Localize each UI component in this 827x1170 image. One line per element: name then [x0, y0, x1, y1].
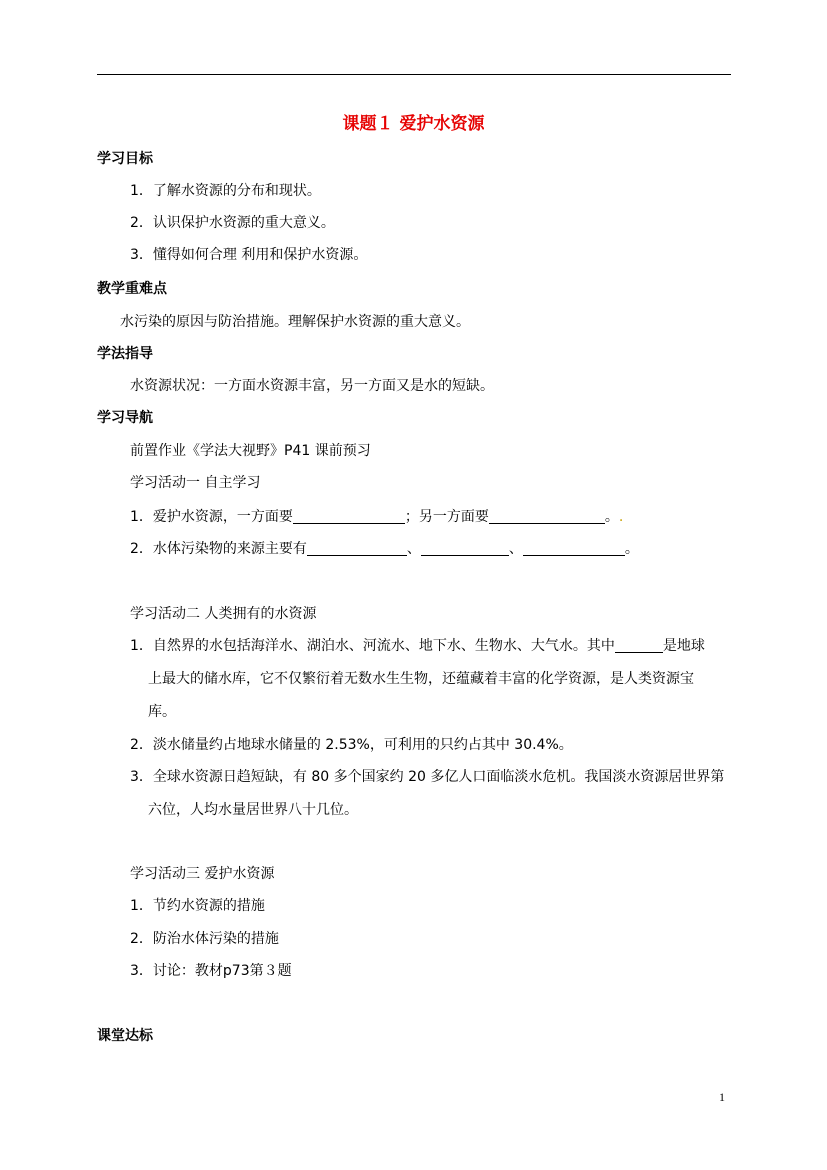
difficulty-text: 水污染的原因与防治措施。理解保护水资源的重大意义。	[120, 314, 470, 330]
objective-item: 3．懂得如何合理 利用和保护水资源。	[130, 247, 368, 263]
answer-blank[interactable]	[421, 541, 509, 556]
answer-blank[interactable]	[615, 638, 663, 653]
q1-dot: .	[618, 509, 624, 525]
activity2-paragraph-3: 3．全球水资源日趋短缺，有 80 多个国家约 20 多亿人口面临淡水危机。我国淡水资源居世界第	[130, 769, 725, 785]
answer-blank[interactable]	[523, 541, 625, 556]
answer-blank[interactable]	[307, 541, 407, 556]
activity2-paragraph-3-line2: 六位，人均水量居世界八十几位。	[148, 802, 358, 818]
activity2-paragraph-1	[130, 636, 705, 656]
objective-item: 1．了解水资源的分布和现状。	[130, 183, 321, 199]
activity1-title: 学习活动一 自主学习	[130, 475, 261, 491]
objective-item: 2．认识保护水资源的重大意义。	[130, 215, 335, 231]
activity3-item: 3．讨论：教材p73第３题	[130, 963, 292, 979]
guide-heading: 学习导航	[97, 410, 153, 426]
q1-text-a: 1．爱护水资源，一方面要	[130, 509, 293, 525]
activity2-paragraph-1-line3: 库。	[148, 704, 176, 720]
page-title: 课题１ 爱护水资源	[342, 114, 485, 134]
activity1-question-2	[130, 539, 639, 559]
answer-blank[interactable]	[489, 509, 605, 524]
difficulty-heading: 教学重难点	[97, 281, 167, 297]
q1-text-b: ；另一方面要	[404, 509, 489, 525]
preview-text: 前置作业《学法大视野》P41 课前预习	[130, 443, 371, 459]
answer-blank[interactable]	[293, 509, 405, 524]
q1-text-c: 。	[604, 509, 619, 525]
page-number: 1	[719, 1090, 725, 1104]
activity2-title: 学习活动二 人类拥有的水资源	[130, 606, 317, 622]
header-rule	[97, 74, 731, 75]
p1-text-a: 1．自然界的水包括海洋水、湖泊水、河流水、地下水、生物水、大气水。其中	[130, 638, 615, 654]
q2-text-a: 2．水体污染物的来源主要有	[130, 541, 307, 557]
activity1-question-1	[130, 507, 623, 527]
p1-text-b: 是地球	[662, 638, 705, 654]
activity2-paragraph-1-line2: 上最大的储水库，它不仅繁衍着无数水生生物，还蕴藏着丰富的化学资源，是人类资源宝	[148, 671, 694, 687]
objectives-heading: 学习目标	[97, 151, 153, 167]
activity3-item: 2．防治水体污染的措施	[130, 931, 279, 947]
method-text: 水资源状况：一方面水资源丰富，另一方面又是水的短缺。	[130, 378, 494, 394]
q2-end: 。	[624, 541, 639, 557]
classroom-heading: 课堂达标	[97, 1028, 153, 1044]
activity3-title: 学习活动三 爱护水资源	[130, 866, 275, 882]
activity2-paragraph-2: 2．淡水储量约占地球水储量的 2.53%，可利用的只约占其中 30.4%。	[130, 737, 573, 753]
q2-sep: 、	[508, 541, 523, 557]
q2-sep: 、	[406, 541, 421, 557]
activity3-item: 1．节约水资源的措施	[130, 898, 265, 914]
method-heading: 学法指导	[97, 346, 153, 362]
